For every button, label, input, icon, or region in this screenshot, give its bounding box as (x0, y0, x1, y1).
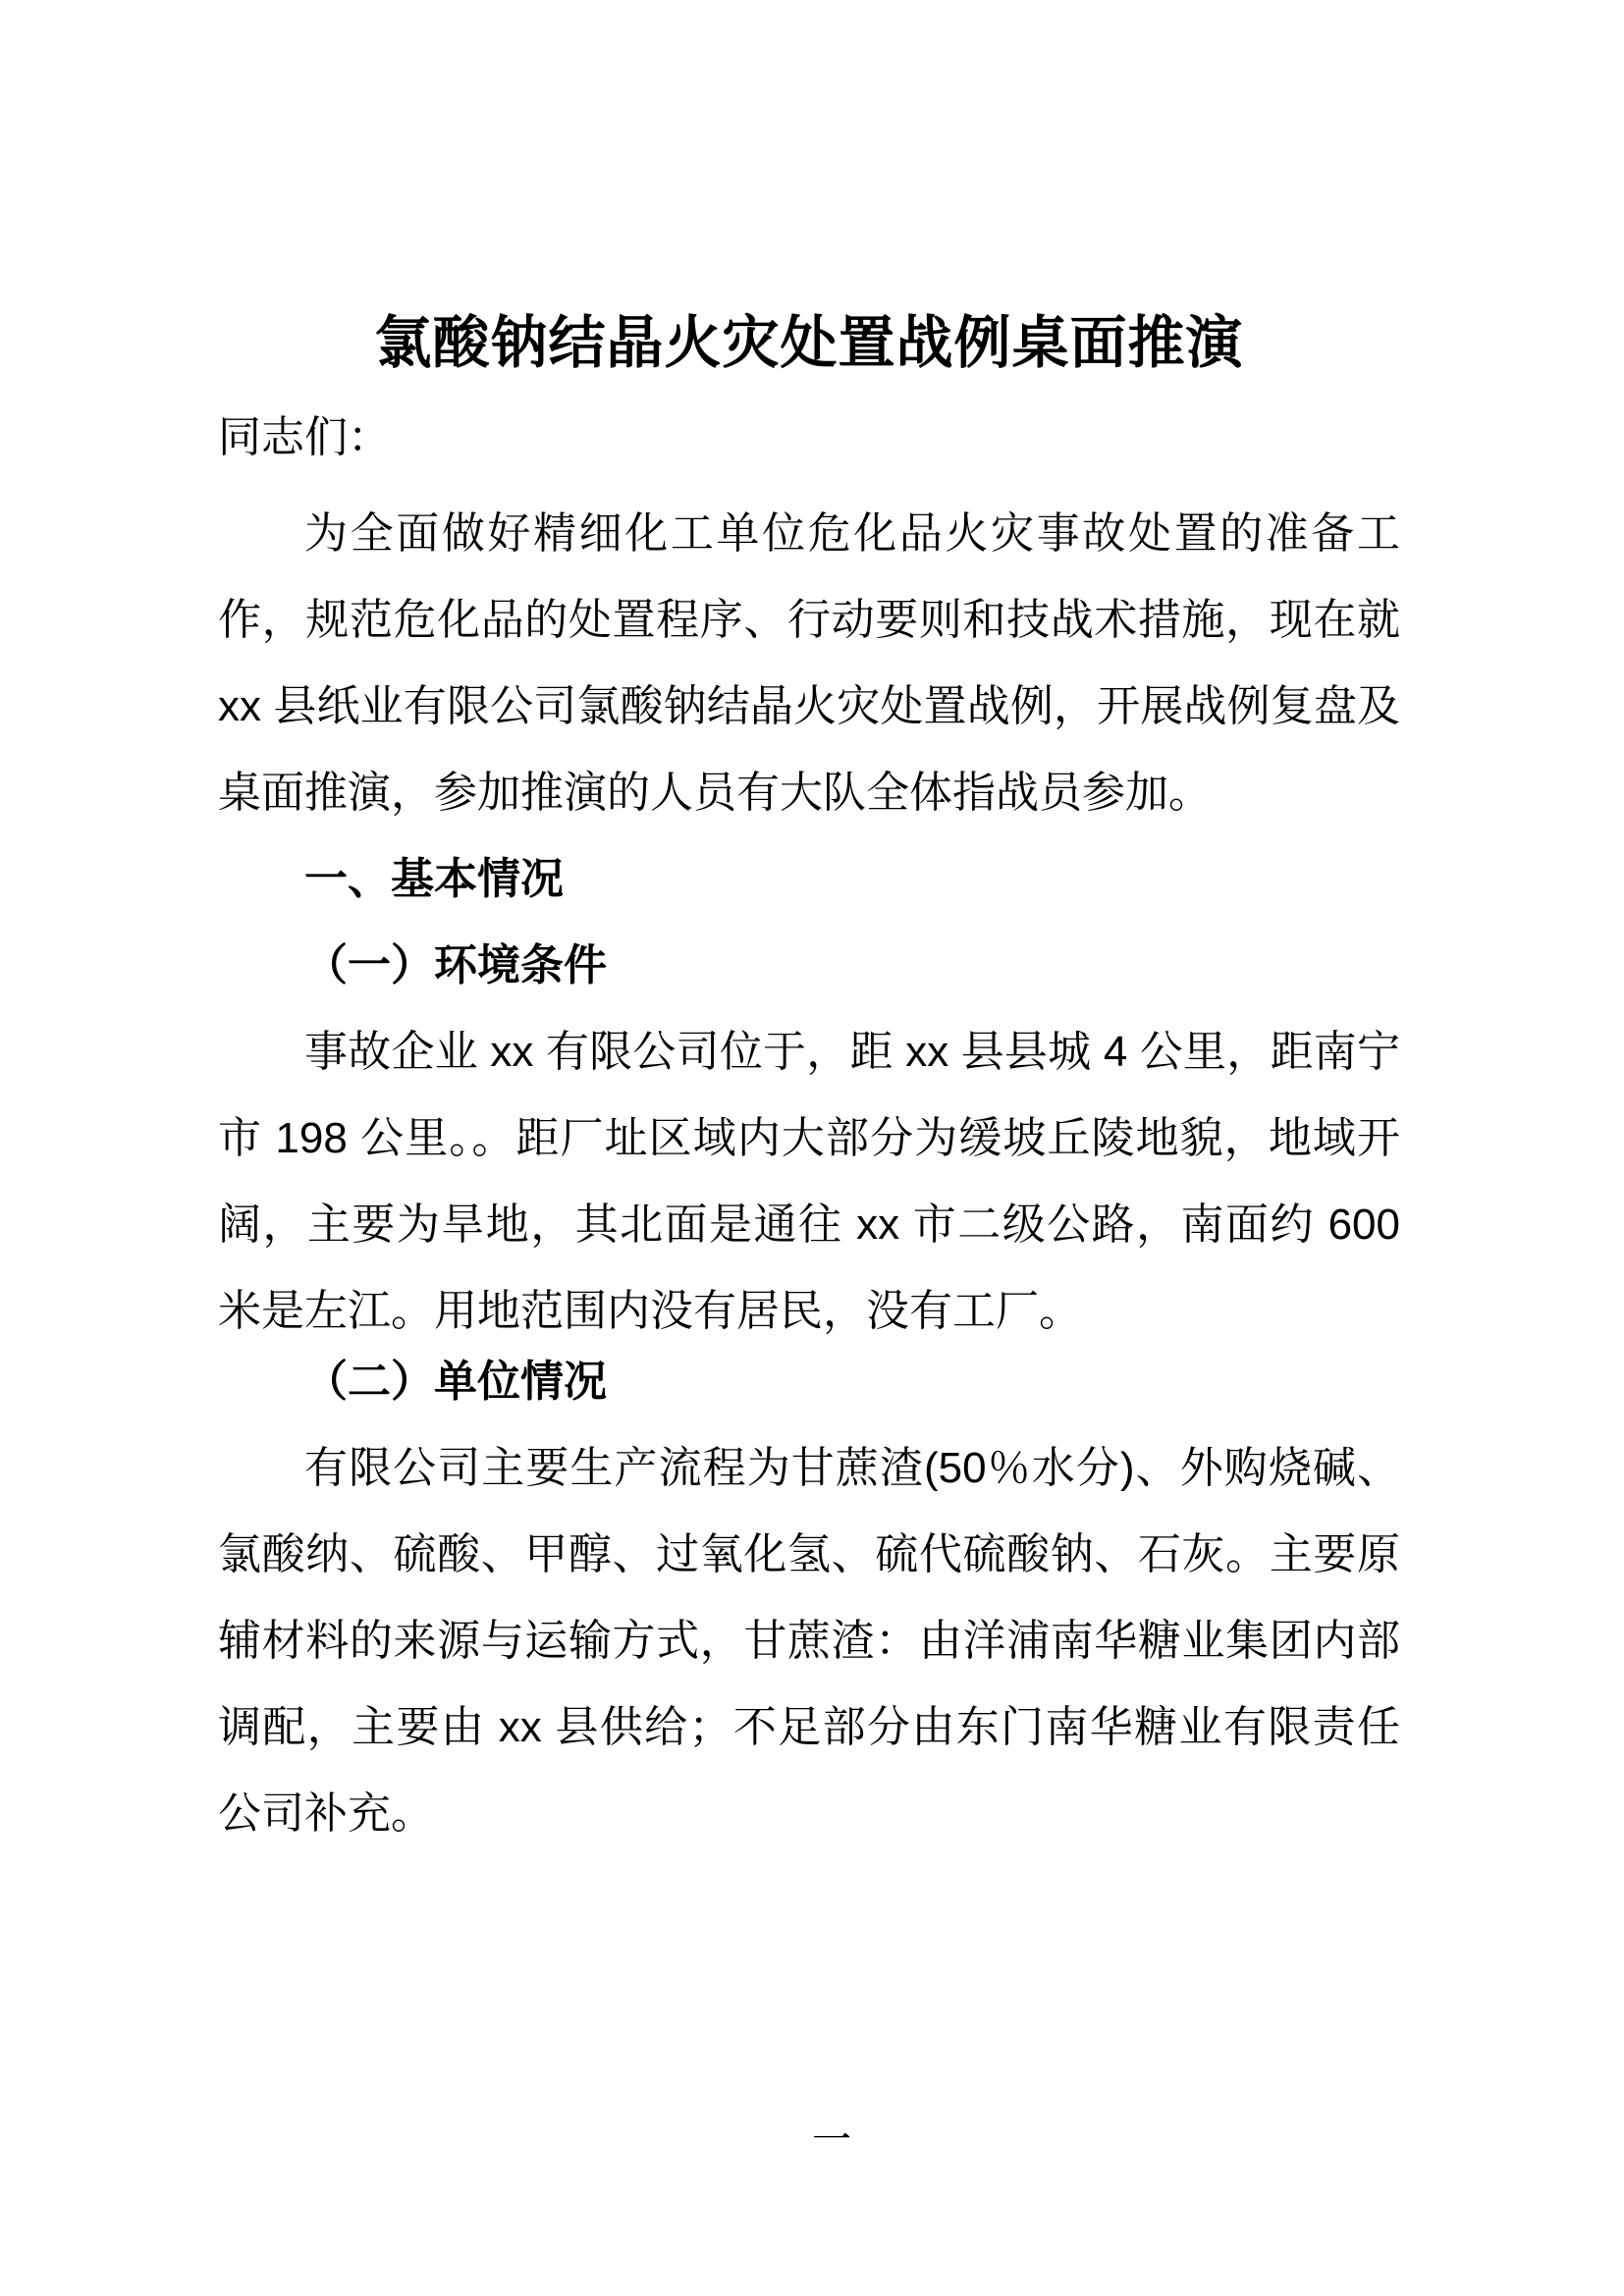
section-heading-basic-info: 一、基本情况 (304, 855, 564, 903)
paragraph-unit: 有限公司主要生产流程为甘蔗渣(50％水分)、外购烧碱、氯酸纳、硫酸、甲醇、过氧化氢、硫代硫酸钠、石灰。主要原辅材料的来源与运输方式，甘蔗渣：由洋浦南华糖业集团内部调配，主要由 xx 县供给；不足部分由东门南华糖业有限责任公司补充。 (218, 1444, 1400, 1838)
subsection-heading-environment: （一）环境条件 (304, 941, 607, 989)
paragraph-environment: 事故企业 xx 有限公司位于，距 xx 县县城 4 公里，距南宁市 198 公里。。距厂址区域内大部分为缓坡丘陵地貌，地域开阔，主要为旱地，其北面是通往 xx 市二级公路，南面约 600 米是左江。用地范围内没有居民，没有工厂。 (218, 1028, 1400, 1335)
page-title: 氯酸钠结晶火灾处置战例桌面推演 (374, 311, 1244, 375)
subsection-heading-unit: （二）单位情况 (304, 1358, 607, 1406)
intro-paragraph: 为全面做好精细化工单位危化品火灾事故处置的准备工作，规范危化品的处置程序、行动要则和技战术措施，现在就 xx 县纸业有限公司氯酸钠结晶火灾处置战例，开展战例复盘及桌面推演，参加推演的人员有大队全体指战员参加。 (218, 509, 1400, 817)
page-number: 一 (812, 2118, 851, 2162)
salutation-text: 同志们： (218, 413, 391, 461)
